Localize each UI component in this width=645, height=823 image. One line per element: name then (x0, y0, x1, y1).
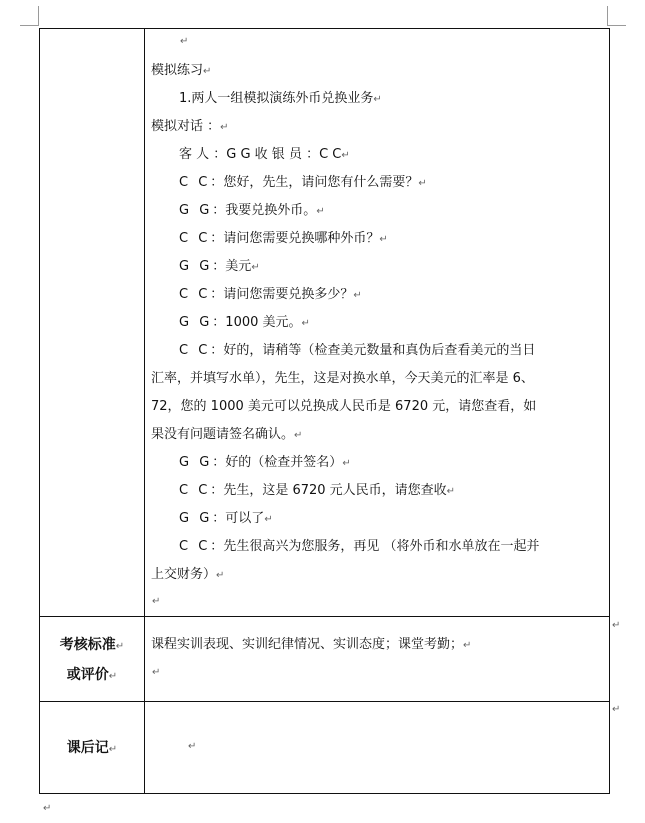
dialog-long-line-1: C C：好的，请稍等（检查美元数量和真伪后查看美元的当日 (179, 343, 536, 358)
dialog-roles: 客 人 ：G G 收 银 员 ：C C↵ (179, 147, 350, 162)
dialog-title: 模拟对话 ：↵ (151, 119, 229, 134)
paragraph-mark: ↵ (152, 667, 161, 678)
paragraph-mark: ↵ (180, 36, 189, 47)
row-divider-2 (40, 701, 609, 702)
dialog-line: G G：1000 美元。↵ (179, 315, 310, 330)
dialog-line: C C：先生，这是 6720 元人民币，请您查收↵ (179, 483, 456, 498)
dialog-line: G G：好的（检查并签名）↵ (179, 455, 351, 470)
dialog-long-line-3: 72，您的 1000 美元可以兑换成人民币是 6720 元，请您查看，如 (151, 399, 537, 414)
crop-mark-left (38, 6, 39, 25)
row-divider-1 (40, 616, 609, 617)
dialog-long-line-4: 果没有问题请签名确认。↵ (151, 427, 303, 442)
paragraph-mark: ↵ (43, 803, 52, 814)
column-divider (144, 29, 145, 793)
notes-label: 课后记↵ (66, 740, 118, 756)
crop-mark-right-h (607, 25, 626, 26)
dialog-line: C C：您好，先生，请问您有什么需要？↵ (179, 175, 427, 190)
notes-content[interactable]: ↵ (188, 741, 197, 752)
dialog-last-line-2: 上交财务）↵ (151, 567, 225, 582)
dialog-line: G G：可以了↵ (179, 511, 273, 526)
dialog-line: C C：请问您需要兑换多少？↵ (179, 287, 362, 302)
crop-mark-right (607, 6, 608, 25)
practice-item-1: 1.两人一组模拟演练外币兑换业务↵ (179, 91, 382, 106)
row-end-mark: ↵ (612, 704, 621, 715)
paragraph-mark: ↵ (152, 596, 161, 607)
row-end-mark: ↵ (612, 620, 621, 631)
dialog-line: C C：请问您需要兑换哪种外币？↵ (179, 231, 388, 246)
dialog-line: G G：我要兑换外币。↵ (179, 203, 325, 218)
assessment-label: 考核标准↵ 或评价↵ (59, 637, 125, 683)
crop-mark-left-h (20, 25, 39, 26)
dialog-long-line-2: 汇率，并填写水单），先生，这是对换水单，今天美元的汇率是 6、 (151, 371, 534, 386)
practice-title: 模拟练习↵ (151, 63, 212, 78)
dialog-line: G G：美元↵ (179, 259, 260, 274)
assessment-text: 课程实训表现、实训纪律情况、实训态度；课堂考勤；↵ (151, 637, 472, 652)
dialog-last-line-1: C C：先生很高兴为您服务，再见 （将外币和水单放在一起并 (179, 539, 540, 554)
